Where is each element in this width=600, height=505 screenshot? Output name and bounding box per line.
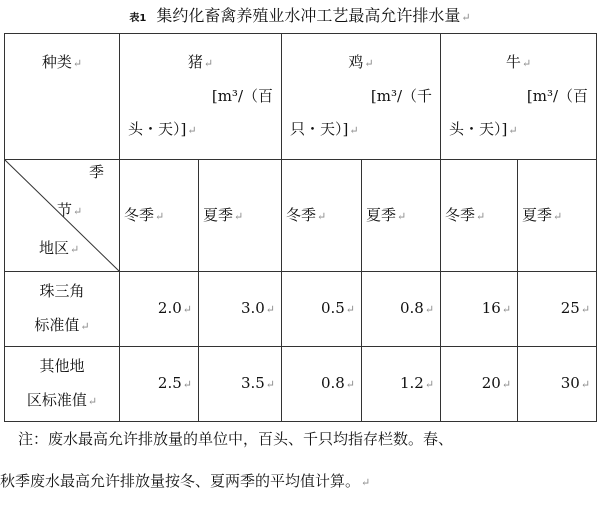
region-cell: [5, 347, 120, 422]
cell-text: 夏季: [522, 205, 553, 224]
cell-text: 0.5: [320, 299, 345, 317]
paragraph-mark-icon: ↵: [80, 320, 90, 333]
value-cell: [518, 347, 597, 422]
unit-line2-pig: 头・天）]: [128, 120, 187, 138]
season-label-1: 季: [89, 163, 105, 181]
unit-line1-chicken: [m³/（千: [370, 87, 433, 105]
paragraph-mark-icon: ↵: [361, 476, 371, 489]
season-cell: [199, 160, 282, 272]
discharge-table: [4, 33, 597, 422]
cell-text: 夏季: [366, 205, 397, 224]
unit-line1-cattle: [m³/（百: [526, 87, 589, 105]
value-cell: [362, 347, 441, 422]
season-cell: [518, 160, 597, 272]
paragraph-mark-icon: ↵: [461, 11, 471, 24]
value-cell: [120, 347, 199, 422]
paragraph-mark-icon: ↵: [424, 303, 435, 316]
value-cell: [362, 272, 441, 347]
animal-label-chicken: 鸡: [348, 53, 364, 71]
header-group-chicken: [282, 34, 441, 160]
region-name-line2: 标准值: [34, 316, 80, 334]
note-line-2: [0, 470, 580, 494]
cell-text: 夏季: [203, 205, 234, 224]
cell-text: 3.5: [240, 374, 265, 392]
table-number: 表1: [129, 13, 147, 24]
paragraph-mark-icon: ↵: [521, 57, 532, 70]
paragraph-mark-icon: ↵: [345, 303, 356, 316]
paragraph-mark-icon: ↵: [424, 378, 435, 391]
paragraph-mark-icon: ↵: [187, 124, 197, 137]
cell-text: 3.0: [240, 299, 265, 317]
unit-line2-cattle: 头・天）]: [449, 120, 508, 138]
paragraph-mark-icon: ↵: [234, 209, 244, 223]
cell-text: 30: [560, 374, 580, 392]
season-cell: [282, 160, 362, 272]
animal-label-cattle: 牛: [505, 53, 521, 71]
paragraph-mark-icon: ↵: [182, 378, 192, 391]
paragraph-mark-icon: ↵: [317, 209, 327, 223]
note-line-2-text: 秋季废水最高允许排放量按冬、夏两季的平均值计算。: [0, 472, 361, 490]
cell-text: 冬季: [124, 205, 155, 224]
paragraph-mark-icon: ↵: [203, 57, 214, 70]
paragraph-mark-icon: ↵: [580, 378, 591, 391]
value-cell: [441, 272, 518, 347]
cell-text: 0.8: [320, 374, 345, 392]
season-row: [5, 160, 597, 272]
cell-text: 冬季: [286, 205, 317, 224]
cell-text: 冬季: [445, 205, 476, 224]
value-cell: [120, 272, 199, 347]
region-name-line1: 珠三角: [39, 282, 85, 300]
region-cell: [5, 272, 120, 347]
paragraph-mark-icon: ↵: [476, 209, 486, 223]
header-row: [5, 34, 597, 160]
paragraph-mark-icon: ↵: [182, 303, 192, 316]
table-row: [5, 347, 597, 422]
paragraph-mark-icon: ↵: [70, 243, 80, 256]
cell-text: 16: [481, 299, 501, 317]
header-kind-cell: [5, 34, 120, 160]
season-label-2: 节: [57, 201, 73, 219]
paragraph-mark-icon: ↵: [87, 395, 98, 408]
paragraph-mark-icon: ↵: [155, 209, 165, 223]
region-name-line2: 区标准值: [26, 391, 87, 409]
table-title-text: 集约化畜禽养殖业水冲工艺最高允许排水量: [156, 6, 461, 25]
paragraph-mark-icon: ↵: [73, 205, 83, 218]
cell-text: 25: [560, 299, 580, 317]
paragraph-mark-icon: ↵: [553, 209, 563, 223]
unit-line2-chicken: 只・天）]: [290, 120, 349, 138]
table-title: [0, 2, 600, 33]
paragraph-mark-icon: ↵: [72, 57, 83, 70]
header-group-cattle: [441, 34, 597, 160]
paragraph-mark-icon: ↵: [580, 303, 591, 316]
note-line-1: 注：废水最高允许排放量的单位中，百头、千只均指存栏数。春、: [18, 430, 454, 448]
diagonal-header-cell: [5, 160, 120, 272]
paragraph-mark-icon: ↵: [345, 378, 356, 391]
animal-label-pig: 猪: [187, 53, 203, 71]
header-group-pig: [120, 34, 282, 160]
season-cell: [362, 160, 441, 272]
paragraph-mark-icon: ↵: [364, 57, 374, 70]
region-label: 地区: [39, 239, 70, 257]
value-cell: [282, 272, 362, 347]
region-name-line1: 其他地: [39, 357, 85, 375]
paragraph-mark-icon: ↵: [501, 378, 512, 391]
season-cell: [441, 160, 518, 272]
value-cell: [518, 272, 597, 347]
cell-text: 20: [481, 374, 501, 392]
header-kind-label: 种类: [41, 53, 72, 71]
paragraph-mark-icon: ↵: [349, 124, 359, 137]
cell-text: 2.0: [157, 299, 182, 317]
unit-line1-pig: [m³/（百: [211, 87, 274, 105]
value-cell: [441, 347, 518, 422]
table-row: [5, 272, 597, 347]
paragraph-mark-icon: ↵: [397, 209, 407, 223]
season-cell: [120, 160, 199, 272]
cell-text: 2.5: [157, 374, 182, 392]
cell-text: 1.2: [399, 374, 424, 392]
paragraph-mark-icon: ↵: [265, 303, 276, 316]
paragraph-mark-icon: ↵: [508, 124, 518, 137]
value-cell: [199, 347, 282, 422]
value-cell: [282, 347, 362, 422]
value-cell: [199, 272, 282, 347]
paragraph-mark-icon: ↵: [501, 303, 512, 316]
paragraph-mark-icon: ↵: [265, 378, 276, 391]
cell-text: 0.8: [399, 299, 424, 317]
